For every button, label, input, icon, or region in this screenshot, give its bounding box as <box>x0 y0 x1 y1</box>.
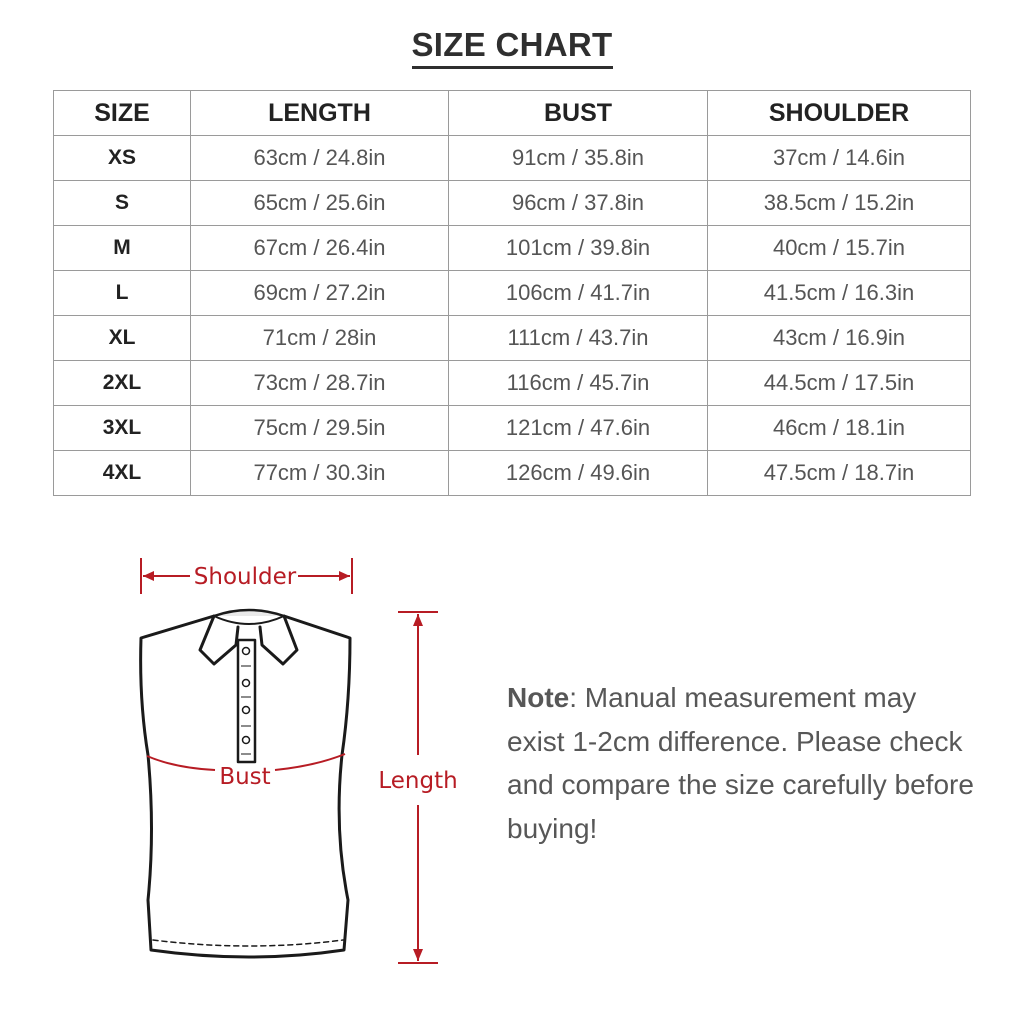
note-body: : Manual measurement may exist 1-2cm difference. Please check and compare the size carefully before buying! <box>507 682 974 844</box>
size-cell: XL <box>54 316 191 361</box>
shoulder-cell: 38.5cm / 15.2in <box>708 181 971 226</box>
header-size: SIZE <box>54 91 191 136</box>
length-cell: 77cm / 30.3in <box>191 451 449 496</box>
size-cell: 3XL <box>54 406 191 451</box>
shoulder-cell: 44.5cm / 17.5in <box>708 361 971 406</box>
size-cell: XS <box>54 136 191 181</box>
bust-cell: 91cm / 35.8in <box>449 136 708 181</box>
shoulder-cell: 46cm / 18.1in <box>708 406 971 451</box>
length-cell: 69cm / 27.2in <box>191 271 449 316</box>
bust-cell: 116cm / 45.7in <box>449 361 708 406</box>
length-cell: 73cm / 28.7in <box>191 361 449 406</box>
length-cell: 67cm / 26.4in <box>191 226 449 271</box>
bust-cell: 96cm / 37.8in <box>449 181 708 226</box>
header-shoulder: SHOULDER <box>708 91 971 136</box>
note-text <box>507 676 977 850</box>
shoulder-cell: 37cm / 14.6in <box>708 136 971 181</box>
shoulder-cell: 47.5cm / 18.7in <box>708 451 971 496</box>
size-cell: S <box>54 181 191 226</box>
length-cell: 65cm / 25.6in <box>191 181 449 226</box>
note-label: Note <box>507 682 570 713</box>
length-cell: 75cm / 29.5in <box>191 406 449 451</box>
bust-label: Bust <box>219 764 271 790</box>
size-cell: M <box>54 226 191 271</box>
size-cell: 2XL <box>54 361 191 406</box>
header-bust: BUST <box>449 91 708 136</box>
bust-cell: 126cm / 49.6in <box>449 451 708 496</box>
shoulder-cell: 40cm / 15.7in <box>708 226 971 271</box>
bust-cell: 101cm / 39.8in <box>449 226 708 271</box>
bust-cell: 106cm / 41.7in <box>449 271 708 316</box>
length-label: Length <box>378 768 458 794</box>
size-cell: L <box>54 271 191 316</box>
size-cell: 4XL <box>54 451 191 496</box>
shoulder-label: Shoulder <box>193 564 297 590</box>
bust-cell: 111cm / 43.7in <box>449 316 708 361</box>
length-cell: 63cm / 24.8in <box>191 136 449 181</box>
shoulder-cell: 41.5cm / 16.3in <box>708 271 971 316</box>
bust-cell: 121cm / 47.6in <box>449 406 708 451</box>
length-cell: 71cm / 28in <box>191 316 449 361</box>
placket-buttons <box>243 648 250 744</box>
shoulder-cell: 43cm / 16.9in <box>708 316 971 361</box>
header-length: LENGTH <box>191 91 449 136</box>
page-title: SIZE CHART <box>0 26 1024 69</box>
